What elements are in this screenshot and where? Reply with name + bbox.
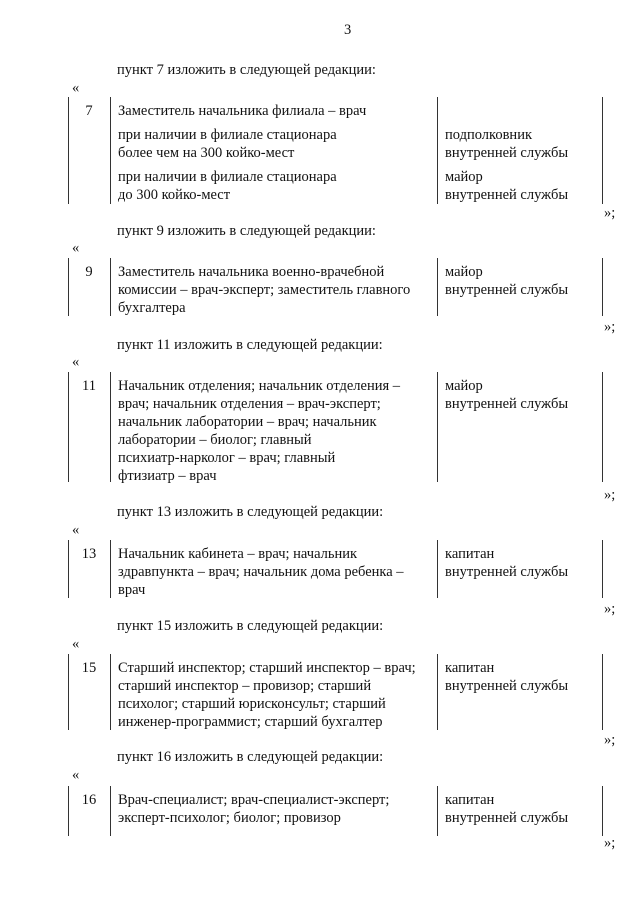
text-line: капитан [445,546,495,562]
text-line: эксперт-психолог; биолог; провизор [118,810,341,826]
open-quote: « [72,767,80,783]
column-divider [602,540,603,598]
text-line: внутренней службы [445,810,569,826]
rank-cell [445,791,568,827]
open-quote: « [72,240,80,256]
rank-cell [445,545,568,581]
column-divider [602,786,603,836]
close-quote: »; [604,487,616,503]
text-line: психиатр-нарколог – врач; главный [118,450,336,466]
column-divider [437,97,438,204]
close-quote: »; [604,601,616,617]
section-heading: пункт 16 изложить в следующей редакции: [117,749,384,765]
table-row [68,97,602,204]
item-number: 15 [81,660,97,676]
section-heading: пункт 7 изложить в следующей редакции: [117,62,376,78]
text-line: врач [118,582,146,598]
column-divider [110,654,111,730]
table-row [68,540,602,598]
text-line: при наличии в филиале стационара [118,127,337,143]
column-divider [437,540,438,598]
table-row [68,786,602,836]
position-cell [118,545,404,599]
section-heading: пункт 11 изложить в следующей редакции: [117,337,383,353]
text-line: внутренней службы [445,187,569,203]
text-line: Старший инспектор; старший инспектор – врач; [118,660,416,676]
text-line: внутренней службы [445,145,569,161]
spacer [445,102,568,120]
open-quote: « [72,522,80,538]
text-line: врач; начальник отделения – врач-эксперт; [118,396,381,412]
rank-cell [445,377,568,413]
text-line: при наличии в филиале стационара [118,169,337,185]
column-divider [437,786,438,836]
column-divider [602,258,603,316]
text-line: психолог; старший юрисконсульт; старший [118,696,386,712]
text-line: внутренней службы [445,282,569,298]
text-line: инженер-программист; старший бухгалтер [118,714,383,730]
text-line: более чем на 300 койко-мест [118,145,295,161]
table-row [68,258,602,316]
text-line: Заместитель начальника филиала – врач [118,103,367,119]
rank-cell [445,659,568,695]
text-line: внутренней службы [445,678,569,694]
close-quote: »; [604,732,616,748]
text-line: Врач-специалист; врач-специалист-эксперт; [118,792,390,808]
text-line: капитан [445,792,495,808]
column-divider [110,786,111,836]
text-line: майор [445,264,483,280]
section-heading: пункт 13 изложить в следующей редакции: [117,504,384,520]
table-row [68,654,602,730]
item-number: 13 [81,546,97,562]
item-number: 11 [82,378,96,394]
table-row [68,372,602,482]
close-quote: »; [604,319,616,335]
open-quote: « [72,80,80,96]
item-number: 16 [81,792,97,808]
column-divider [437,654,438,730]
column-divider [110,540,111,598]
position-cell [118,377,400,485]
text-line: внутренней службы [445,564,569,580]
column-divider [602,654,603,730]
text-line: Заместитель начальника военно-врачебной [118,264,385,280]
section-heading: пункт 9 изложить в следующей редакции: [117,223,376,239]
text-line: здравпункта – врач; начальник дома ребенка – [118,564,404,580]
text-line: фтизиатр – врач [118,468,217,484]
open-quote: « [72,354,80,370]
column-divider [602,372,603,482]
open-quote: « [72,636,80,652]
position-cell [118,791,389,827]
text-line: до 300 койко-мест [118,187,231,203]
text-line: Начальник отделения; начальник отделения – [118,378,401,394]
text-line: начальник лаборатории – врач; начальник [118,414,377,430]
close-quote: »; [604,205,616,221]
position-cell [118,263,410,317]
column-divider [437,372,438,482]
rank-cell [445,263,568,299]
rank-cell [445,102,568,204]
text-line: капитан [445,660,495,676]
column-divider [110,372,111,482]
column-divider [437,258,438,316]
item-number: 7 [85,103,93,119]
position-cell [118,102,366,204]
text-line: бухгалтера [118,300,186,316]
item-number: 9 [85,264,93,280]
column-divider [602,97,603,204]
text-line: лаборатории – биолог; главный [118,432,312,448]
text-line: майор [445,378,483,394]
position-cell [118,659,416,731]
text-line: Начальник кабинета – врач; начальник [118,546,358,562]
close-quote: »; [604,835,616,851]
text-line: старший инспектор – провизор; старший [118,678,372,694]
section-heading: пункт 15 изложить в следующей редакции: [117,618,384,634]
text-line: внутренней службы [445,396,569,412]
column-divider [110,97,111,204]
text-line: подполковник [445,127,532,143]
page-number: 3 [344,22,352,38]
text-line: майор [445,169,483,185]
column-divider [110,258,111,316]
text-line: комиссии – врач-эксперт; заместитель главного [118,282,411,298]
